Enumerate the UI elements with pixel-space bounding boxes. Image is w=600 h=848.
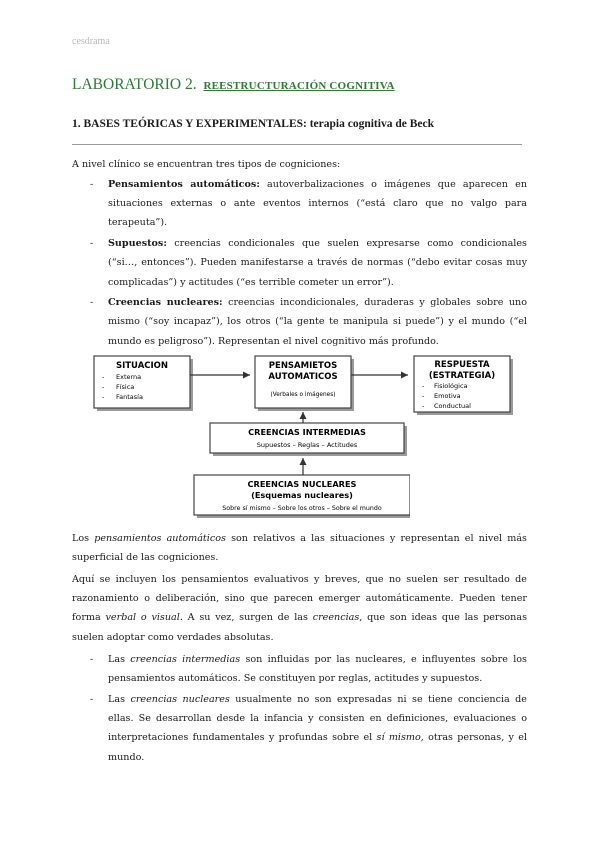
list-item xyxy=(72,234,527,292)
situacion-title: SITUACION xyxy=(115,361,169,371)
watermark: cesdrama xyxy=(72,36,110,47)
nucleares-sub: Sobre sí mismo – Sobre los otros – Sobre el mundo xyxy=(222,505,382,512)
respuesta-bullet: - xyxy=(422,402,425,410)
respuesta-item: Emotiva xyxy=(434,392,461,400)
nucleares-title: CREENCIAS NUCLEARES xyxy=(247,479,357,489)
pensamientos-title: AUTOMATICOS xyxy=(268,372,338,382)
situacion-item: Física xyxy=(116,383,135,391)
respuesta-item: Conductual xyxy=(434,402,471,410)
term: Supuestos: xyxy=(108,238,167,250)
bullet-dash: - xyxy=(90,297,94,309)
pensamientos-title: PENSAMIETOS xyxy=(268,361,338,371)
definition: creencias condicionales que suelen expresarse como condicionales (“si…, entonces”). Pueden manifestarse a través de normas (“debo evitar cosas muy complicadas”) y actitudes (“es terrible cometer un error”). xyxy=(108,238,527,288)
term: Pensamientos automáticos: xyxy=(108,179,260,190)
section-title: 1. BASES TEÓRICAS Y EXPERIMENTALES: terapia cognitiva de Beck xyxy=(72,118,434,130)
definition: autoverbalizaciones o imágenes que aparecen en situaciones externas o ante eventos internos (“está claro que no valgo para terapeuta”). xyxy=(108,179,527,229)
definition: creencias incondicionales, duraderas y globales sobre uno mismo (“soy incapaz”), los otros (“la gente te manipula si puede”) y el mundo (“el mundo es peligroso”). Representan el nivel cognitivo más profundo. xyxy=(108,297,527,347)
bullet-dash: - xyxy=(90,654,94,665)
respuesta-bullet: - xyxy=(422,382,425,390)
cognitive-model-diagram xyxy=(90,351,410,523)
bullet-dash: - xyxy=(90,693,94,705)
respuesta-diagram xyxy=(412,351,516,417)
respuesta-item: Fisiológica xyxy=(434,382,468,390)
beliefs-paragraph: Aquí se incluyen los pensamientos evaluativos y breves, que no suelen ser resultado de razonamiento o deliberación, sino que parecen emerger automáticamente. Pueden tener forma verbal o visual. A su vez, surgen de las creencias, que son ideas que las personas suelen adoptar como verdades absolutas. xyxy=(72,574,527,643)
term: Creencias nucleares: xyxy=(108,297,223,309)
list-item: - Las creencias intermedias son influidas por las nucleares, e influyentes sobre los pensamientos automáticos. Se constituyen por reglas, actitudes y supuestos. xyxy=(72,650,527,688)
respuesta-title: (ESTRATEGIA) xyxy=(428,371,496,381)
intro-paragraph: A nivel clínico se encuentran tres tipos de cogniciones: xyxy=(72,159,341,170)
list-item: - Las creencias nucleares usualmente no son expresadas ni se tiene conciencia de ellas. Se desarrollan desde la infancia y consisten en definiciones, evaluaciones o interpretaciones fundamentales y profundas sobre el sí mismo, otras personas, y el mundo. xyxy=(72,690,527,767)
intermedias-sub: Supuestos – Reglas – Actitudes xyxy=(256,441,358,449)
situacion-bullet: - xyxy=(102,383,105,391)
divider xyxy=(72,144,522,145)
list-item xyxy=(72,175,527,233)
automatic-thoughts-paragraph: Los pensamientos automáticos son relativos a las situaciones y representan el nivel más superficial de las cogniciones. xyxy=(72,533,527,564)
beliefs-list xyxy=(72,650,527,768)
situacion-bullet: - xyxy=(102,373,105,381)
bullet-dash: - xyxy=(90,238,94,250)
situacion-item: Externa xyxy=(116,373,142,381)
situacion-item: Fantasía xyxy=(116,393,143,401)
cognition-types-list xyxy=(72,175,527,352)
respuesta-title: RESPUESTA xyxy=(434,360,490,370)
pensamientos-note: (Verbales o imágenes) xyxy=(270,392,336,398)
respuesta-bullet: - xyxy=(422,392,425,400)
lab-subtitle: REESTRUCTURACIÓN COGNITIVA xyxy=(203,80,395,92)
list-item xyxy=(72,293,527,351)
bullet-dash: - xyxy=(90,179,94,190)
lab-title xyxy=(72,76,395,94)
intermedias-title: CREENCIAS INTERMEDIAS xyxy=(248,427,366,437)
nucleares-title: (Esquemas nucleares) xyxy=(251,490,353,500)
situacion-bullet: - xyxy=(102,393,105,401)
lab-label: LABORATORIO 2. xyxy=(72,76,197,93)
